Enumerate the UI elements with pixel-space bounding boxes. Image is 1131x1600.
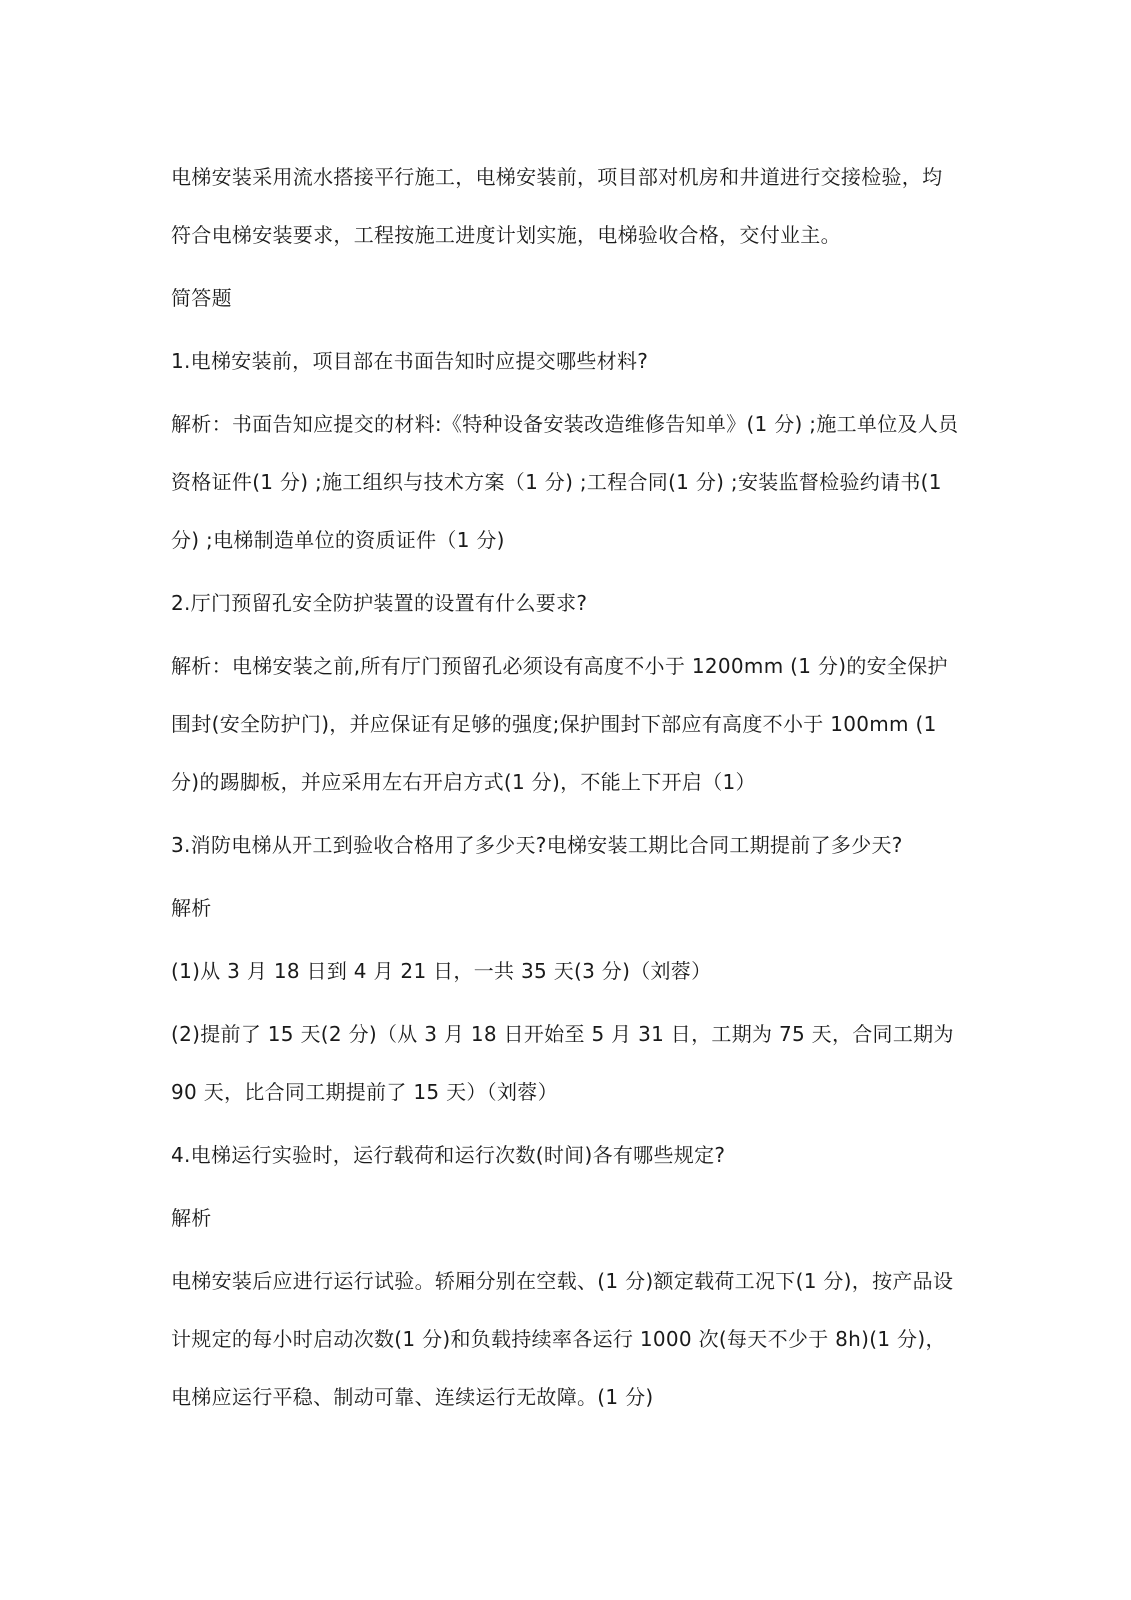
answer-2: 解析：电梯安装之前,所有厅门预留孔必须设有高度不小于 1200mm (1 分)的安全保护围封(安全防护门)，并应保证有足够的强度;保护围封下部应有高度不小于 100mm (1 分)的踢脚板，并应采用左右开启方式(1 分)，不能上下开启（1）	[171, 654, 948, 794]
answer-3-label: 解析	[171, 896, 212, 920]
document-body	[171, 148, 961, 1431]
question-1: 1.电梯安装前，项目部在书面告知时应提交哪些材料?	[171, 349, 649, 373]
answer-3-part-2: (2)提前了 15 天(2 分)（从 3 月 18 日开始至 5 月 31 日，工期为 75 天，合同工期为 90 天，比合同工期提前了 15 天）（刘蓉）	[171, 1022, 954, 1104]
answer-3-part-1: (1)从 3 月 18 日到 4 月 21 日，一共 35 天(3 分)（刘蓉）	[171, 959, 712, 983]
answer-1: 解析：书面告知应提交的材料:《特种设备安装改造维修告知单》(1 分) ;施工单位及人员资格证件(1 分) ;施工组织与技术方案（1 分) ;工程合同(1 分) ;安装监督检验约请书(1 分) ;电梯制造单位的资质证件（1 分)	[171, 412, 959, 552]
answer-4: 电梯安装后应进行运行试验。轿厢分别在空载、(1 分)额定载荷工况下(1 分)，按产品设计规定的每小时启动次数(1 分)和负载持续率各运行 1000 次(每天不少于 8h)(1 分)，电梯应运行平稳、制动可靠、连续运行无故障。(1 分)	[171, 1269, 954, 1409]
question-3: 3.消防电梯从开工到验收合格用了多少天?电梯安装工期比合同工期提前了多少天?	[171, 833, 903, 857]
answer-4-label: 解析	[171, 1206, 212, 1230]
intro-paragraph: 电梯安装采用流水搭接平行施工，电梯安装前，项目部对机房和井道进行交接检验，均符合电梯安装要求，工程按施工进度计划实施，电梯验收合格，交付业主。	[171, 165, 943, 247]
section-heading: 简答题	[171, 286, 232, 310]
question-2: 2.厅门预留孔安全防护装置的设置有什么要求?	[171, 591, 588, 615]
question-4: 4.电梯运行实验时，运行载荷和运行次数(时间)各有哪些规定?	[171, 1143, 726, 1167]
